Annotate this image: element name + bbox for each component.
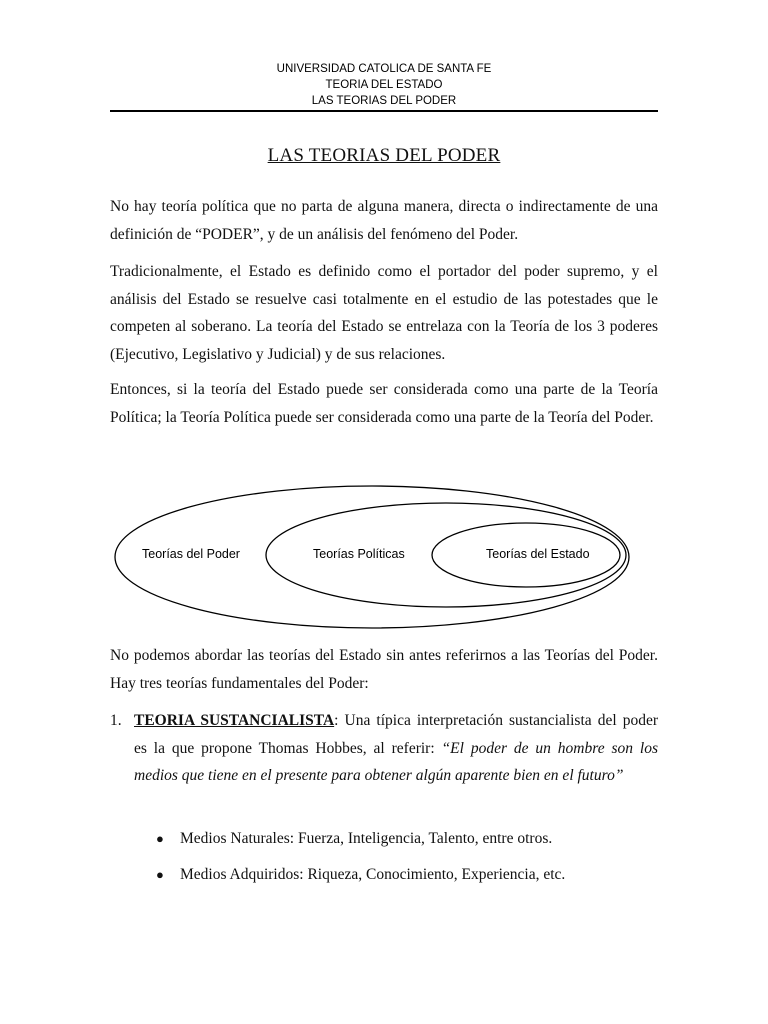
bullet-text: Medios Adquiridos: Riqueza, Conocimiento, Experiencia, etc. (180, 866, 566, 883)
paragraph-1: No hay teoría política que no parta de alguna manera, directa o indirectamente de una definición de “PODER”, y de un análisis del fenómeno del Poder. (110, 198, 658, 243)
paragraph-3: Entonces, si la teoría del Estado puede ser considerada como una parte de la Teoría Política; la Teoría Política puede ser considerada como una parte de la Teoría del Poder. (110, 381, 658, 426)
list-number: 1. (110, 712, 122, 729)
label-teorias-del-estado: Teorías del Estado (486, 547, 590, 561)
page-header (110, 61, 658, 109)
header-institution: UNIVERSIDAD CATOLICA DE SANTA FE (276, 63, 492, 75)
document-title: LAS TEORIAS DEL PODER (267, 145, 501, 166)
list-item-1 (110, 707, 658, 790)
paragraph-2: Tradicionalmente, el Estado es definido como el portador del poder supremo, y el análisis del Estado se resuelve casi totalmente en el estudio de las potestades que le competen al soberano. La teoría del Estado se entrelaza con la Teoría de los 3 poderes (Ejecutivo, Legislativo y Judicial) y de sus relaciones. (110, 263, 658, 363)
paragraph-4: No podemos abordar las teorías del Estado sin antes referirnos a las Teorías del Poder. Hay tres teorías fundamentales del Poder: (110, 647, 658, 692)
label-teorias-del-poder: Teorías del Poder (142, 547, 240, 561)
header-divider (110, 110, 658, 112)
bullet-item-1 (156, 825, 658, 853)
nested-theories-diagram (110, 480, 658, 636)
label-teorias-politicas: Teorías Políticas (313, 547, 405, 561)
hobbes-quote: “El poder de un hombre son los medios que tiene en el presente para obtener algún aparente bien en el futuro” (134, 739, 658, 784)
bullet-icon: ● (156, 831, 164, 846)
bullet-item-2 (156, 861, 658, 889)
list-text: : Una típica interpretación sustancialista del poder es la que propone Thomas Hobbes, al referir: (134, 712, 658, 757)
list-term: TEORIA SUSTANCIALISTA (134, 712, 335, 729)
bullet-text: Medios Naturales: Fuerza, Inteligencia, Talento, entre otros. (180, 830, 553, 847)
header-topic: LAS TEORIAS DEL PODER (311, 95, 457, 107)
bullet-icon: ● (156, 867, 164, 882)
header-course: TEORIA DEL ESTADO (325, 79, 443, 91)
